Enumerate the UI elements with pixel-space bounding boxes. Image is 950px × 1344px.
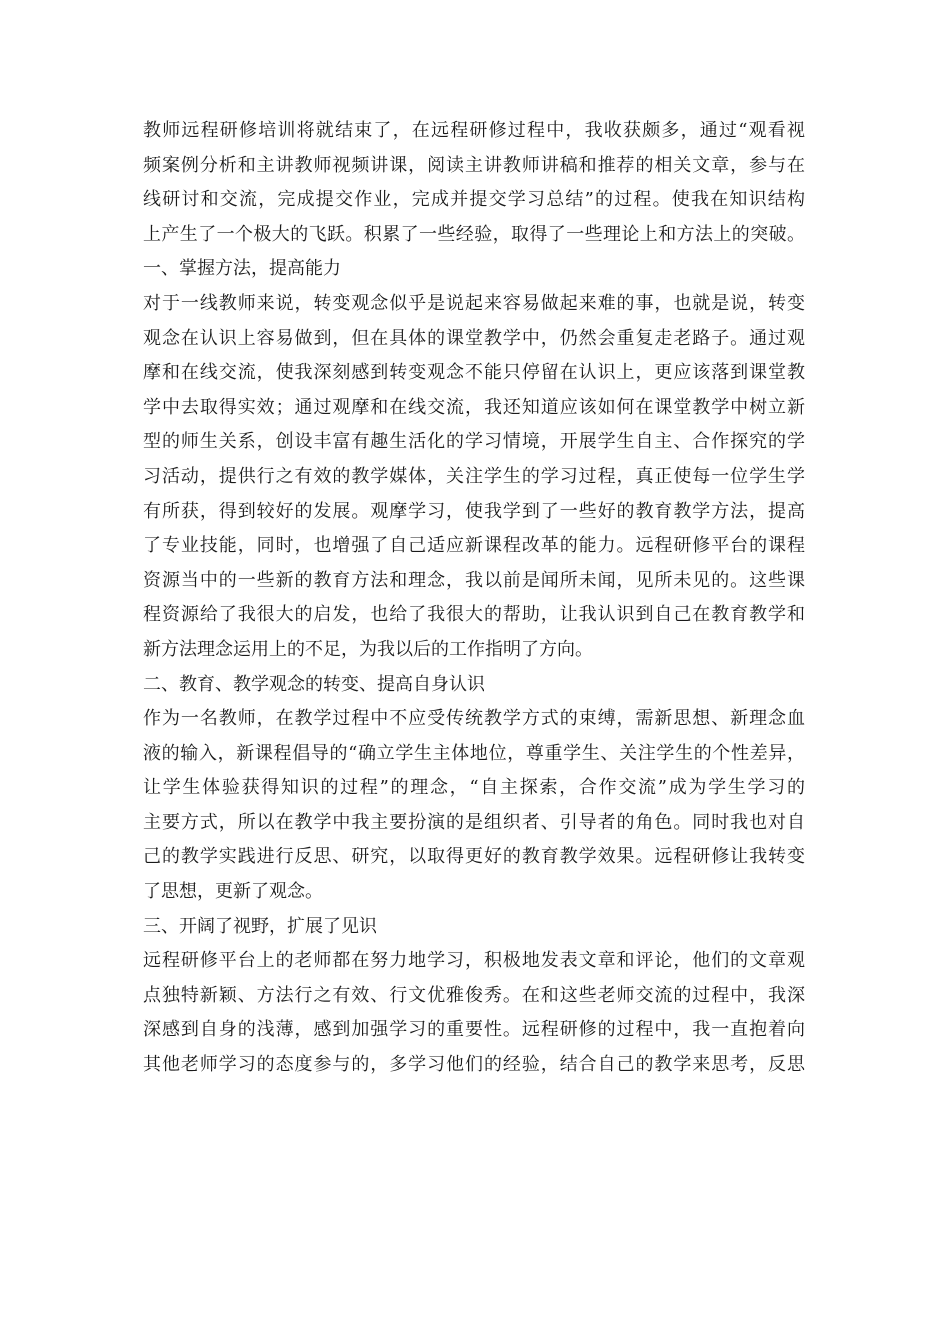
text-line: 线研讨和交流，完成提交作业，完成并提交学习总结”的过程。使我在知识结构	[143, 189, 805, 211]
text-line: 让学生体验获得知识的过程”的理念，“自主探索，合作交流”成为学生学习的	[143, 777, 805, 799]
text-line: 点独特新颖、方法行之有效、行文优雅俊秀。在和这些老师交流的过程中，我深	[143, 984, 805, 1006]
text-line: 新方法理念运用上的不足，为我以后的工作指明了方向。	[143, 638, 593, 660]
text-line: 了专业技能，同时，也增强了自己适应新课程改革的能力。远程研修平台的课程	[143, 535, 805, 557]
text-line: 型的师生关系，创设丰富有趣生活化的学习情境，开展学生自主、合作探究的学	[143, 431, 805, 453]
text-line: 程资源给了我很大的启发，也给了我很大的帮助，让我认识到自己在教育教学和	[143, 604, 805, 626]
text-line: 其他老师学习的态度参与的，多学习他们的经验，结合自己的教学来思考，反思	[143, 1054, 805, 1076]
text-line: 己的教学实践进行反思、研究，以取得更好的教育教学效果。远程研修让我转变	[143, 846, 805, 868]
text-line: 有所获，得到较好的发展。观摩学习，使我学到了一些好的教育教学方法，提高	[143, 500, 805, 522]
text-line: 频案例分析和主讲教师视频讲课，阅读主讲教师讲稿和推荐的相关文章，参与在	[143, 154, 805, 176]
document-body	[143, 114, 805, 1083]
text-line: 远程研修平台上的老师都在努力地学习，积极地发表文章和评论，他们的文章观	[143, 950, 805, 972]
text-line: 对于一线教师来说，转变观念似乎是说起来容易做起来难的事，也就是说，转变	[143, 292, 805, 314]
text-line: 二、教育、教学观念的转变、提高自身认识	[143, 673, 485, 695]
text-line: 三、开阔了视野，扩展了见识	[143, 915, 377, 937]
text-line: 作为一名教师，在教学过程中不应受传统教学方式的束缚，需新思想、新理念血	[143, 708, 805, 730]
text-line: 教师远程研修培训将就结束了，在远程研修过程中，我收获颇多，通过“观看视	[143, 120, 805, 141]
text-line: 一、掌握方法，提高能力	[143, 258, 341, 280]
text-line: 上产生了一个极大的飞跃。积累了一些经验，取得了一些理论上和方法上的突破。	[143, 223, 805, 245]
text-line: 深感到自身的浅薄，感到加强学习的重要性。远程研修的过程中，我一直抱着向	[143, 1019, 805, 1041]
text-line: 观念在认识上容易做到，但在具体的课堂教学中，仍然会重复走老路子。通过观	[143, 327, 805, 349]
text-line: 液的输入，新课程倡导的“确立学生主体地位，尊重学生、关注学生的个性差异，	[143, 742, 805, 764]
text-line: 主要方式，所以在教学中我主要扮演的是组织者、引导者的角色。同时我也对自	[143, 811, 805, 833]
text-line: 了思想，更新了观念。	[143, 881, 323, 903]
text-line: 学中去取得实效；通过观摩和在线交流，我还知道应该如何在课堂教学中树立新	[143, 396, 805, 418]
text-line: 摩和在线交流，使我深刻感到转变观念不能只停留在认识上，更应该落到课堂教	[143, 362, 805, 384]
text-line: 资源当中的一些新的教育方法和理念，我以前是闻所未闻，见所未见的。这些课	[143, 569, 805, 591]
text-line: 习活动，提供行之有效的教学媒体，关注学生的学习过程，真正使每一位学生学	[143, 465, 805, 487]
